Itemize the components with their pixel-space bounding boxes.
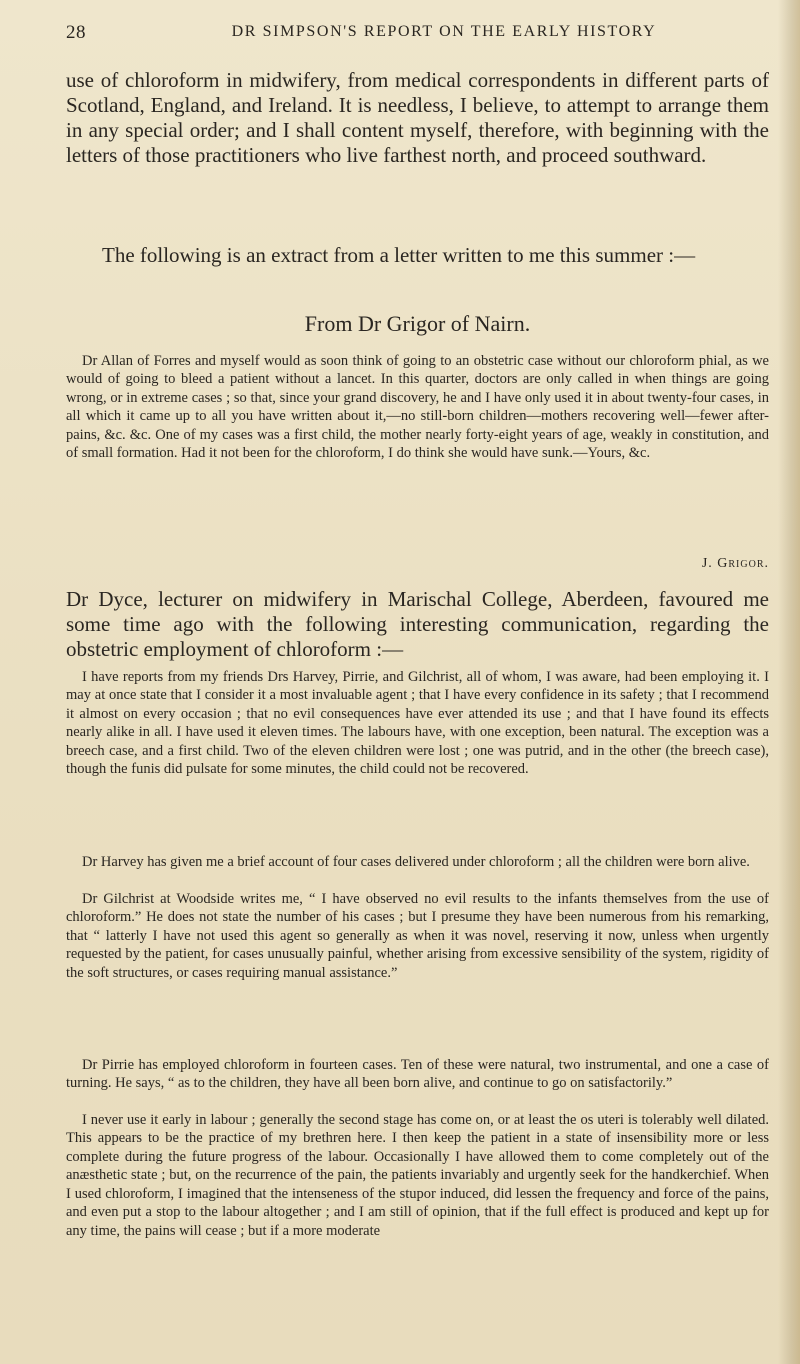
page-edge-shadow <box>778 0 800 1364</box>
dyce-letter-paragraph-3: Dr Gilchrist at Woodside writes me, “ I have observed no evil results to the infants themselves from the use of chloroform.” He does not state the number of his cases ; but I presume they have been numerous from his remarking, that “ latterly I have not used this agent so generally as when it was novel, reserving it now, unless when urgently requested by the patient, for cases unusually painful, whether arising from excessive sensibility of the system, rigidity of the soft structures, or cases requiring manual assistance.” <box>66 891 769 981</box>
dyce-letter-paragraph-4: Dr Pirrie has employed chloroform in fourteen cases. Ten of these were natural, two instrumental, and one a case of turning. He says, “ as to the children, they have all been born alive, and continue to go on satisfactorily.” <box>66 1057 769 1092</box>
intro-paragraph: use of chloroform in midwifery, from medical correspondents in different parts of Scotland, England, and Ireland. It is needless, I believe, to attempt to arrange them in any special order; and I shall content myself, therefore, with beginning with the letters of those practitioners who live farthest north, and proceed southward. <box>66 68 769 167</box>
letter-intro-paragraph: The following is an extract from a letter written to me this summer :— <box>102 243 696 267</box>
grigor-signature: J. Grigor. <box>701 556 769 571</box>
grigor-letter-body: Dr Allan of Forres and myself would as soon think of going to an obstetric case without our chloroform phial, as we would of going to bleed a patient without a lancet. In this quarter, doctors are only called in when things are going wrong, or in extreme cases ; so that, since your grand discovery, he and I have only used it in about twenty-four cases, in all which it came up to all you have written about it,—no still-born children—mothers recovering well—fewer after-pains, &c. &c. One of my cases was a first child, the mother nearly forty-eight years of age, weakly in constitution, and of small formation. Had it not been for the chloroform, I do think she would have sunk.—Yours, &c. <box>66 353 769 462</box>
dyce-letter-paragraph-2: Dr Harvey has given me a brief account of four cases delivered under chloroform ; all the children were born alive. <box>82 854 750 870</box>
page-number: 28 <box>66 22 86 43</box>
running-title: DR SIMPSON'S REPORT ON THE EARLY HISTORY <box>231 23 657 40</box>
letter-heading-grigor: From Dr Grigor of Nairn. <box>304 311 531 336</box>
dyce-letter-paragraph-1: I have reports from my friends Drs Harvey, Pirrie, and Gilchrist, all of whom, I was aware, had been employing it. I may at once state that I consider it a most invaluable agent ; that I have every confidence in its safety ; that I recommend it almost on every occasion ; that no evil consequences have ever attended its use ; and that I have found its effects nearly alike in all. I have used it eleven times. The labours have, with one exception, been natural. The exception was a breech case, and a first child. Two of the eleven children were lost ; one was putrid, and in the other (the breech case), though the funis did pulsate for some minutes, the child could not be recovered. <box>66 669 769 778</box>
page-header <box>66 22 766 54</box>
dyce-intro-paragraph: Dr Dyce, lecturer on midwifery in Marischal College, Aberdeen, favoured me some time ago with the following interesting communication, regarding the obstetric employment of chloroform :— <box>66 587 769 661</box>
dyce-letter-paragraph-5: I never use it early in labour ; generally the second stage has come on, or at least the os uteri is tolerably well dilated. This appears to be the practice of my brethren here. I then keep the patient in a state of insensibility more or less complete during the future progress of the labour. Occasionally I have allowed them to come completely out of the anæsthetic state ; but, on the recurrence of the pain, the patients invariably and urgently seek for the handkerchief. When I used chloroform, I imagined that the intenseness of the stupor induced, did lessen the frequency and force of the pains, and even put a stop to the labour altogether ; and I am still of opinion, that if the full effect is produced and kept up for any time, the pains will cease ; but if a more moderate <box>66 1112 769 1239</box>
